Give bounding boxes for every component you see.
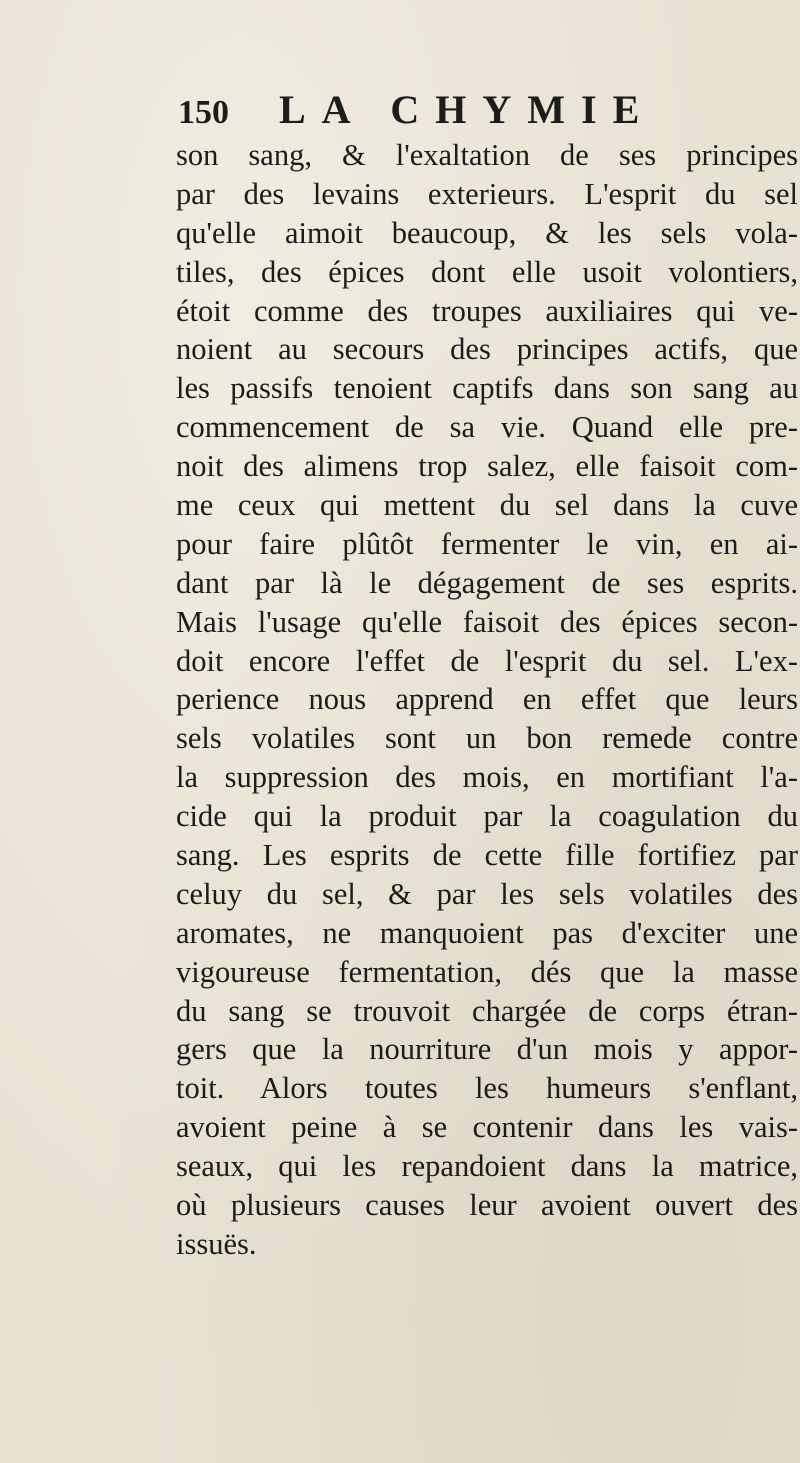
text-line: vigoureuse fermentation, dés que la masse [176,954,798,989]
text-line: sang. Les esprits de cette fille fortifiez par [176,838,798,873]
text-line: perience nous apprend en effet que leurs [176,682,798,717]
text-line: les passifs tenoient captifs dans son sang au [176,371,798,406]
text-line: Mais l'usage qu'elle faisoit des épices secon- [176,604,798,639]
text-line: doit encore l'effet de l'esprit du sel. L'ex- [176,643,798,678]
text-line: avoient peine à se contenir dans les vais- [176,1110,798,1145]
text-line: noient au secours des principes actifs, que [176,332,798,367]
text-line: étoit comme des troupes auxiliaires qui ve- [176,293,798,328]
text-line: tiles, des épices dont elle usoit volontiers, [176,254,798,289]
text-line: commencement de sa vie. Quand elle pre- [176,410,798,445]
text-line: qu'elle aimoit beaucoup, & les sels vola- [176,215,798,250]
page-header [178,86,655,133]
text-line: me ceux qui mettent du sel dans la cuve [176,488,798,523]
text-line: aromates, ne manquoient pas d'exciter une [176,915,798,950]
text-line: pour faire plûtôt fermenter le vin, en ai- [176,526,798,561]
text-line: issuës. [176,1226,257,1261]
page-number: 150 [178,94,229,131]
running-title: LA CHYMIE [279,87,656,132]
text-line: sels volatiles sont un bon remede contre [176,721,798,756]
text-line: cide qui la produit par la coagulation du [176,799,798,834]
text-line: la suppression des mois, en mortifiant l'a- [176,760,798,795]
text-line: seaux, qui les repandoient dans la matrice, [176,1149,798,1184]
text-line: noit des alimens trop salez, elle faisoit com- [176,449,798,484]
text-line: celuy du sel, & par les sels volatiles des [176,876,798,911]
text-line: du sang se trouvoit chargée de corps étran- [176,993,798,1028]
text-line: par des levains exterieurs. L'esprit du sel [176,176,798,211]
body-text [176,136,798,1264]
text-line: dant par là le dégagement de ses esprits. [176,565,798,600]
text-line: son sang, & l'exaltation de ses principes [176,138,798,172]
text-line: où plusieurs causes leur avoient ouvert des [176,1188,798,1223]
text-line: gers que la nourriture d'un mois y appor- [176,1032,798,1067]
text-line: toit. Alors toutes les humeurs s'enflant, [176,1071,798,1106]
